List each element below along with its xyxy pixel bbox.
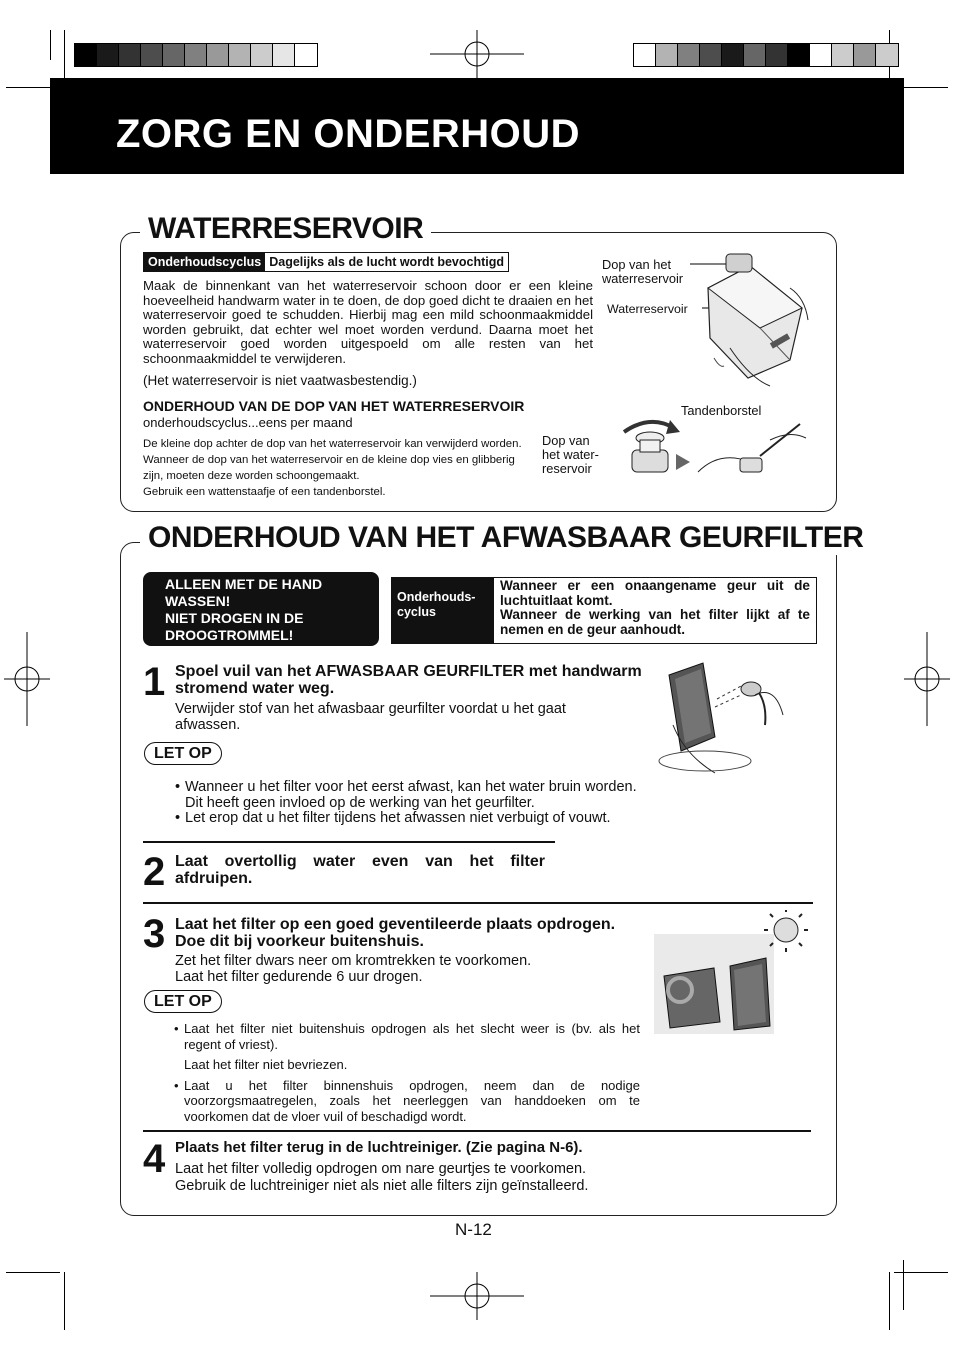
registration-mark-icon: [430, 1272, 524, 1320]
crop-mark: [50, 30, 51, 60]
color-swatch: [75, 44, 97, 66]
bullet-item: • Laat u het filter binnenshuis opdrogen, neem dan de nodige voorzorgsmaatregelen, zoals het neerleggen van handdoeken om te voorkomen dat de vloer vuil of beschadigd wordt.: [174, 1078, 640, 1125]
color-swatch: [634, 44, 656, 66]
crop-mark: [889, 1272, 890, 1330]
geurfilter-title: ONDERHOUD VAN HET AFWASBAAR GEURFILTER: [140, 521, 871, 555]
step-text: Gebruik de luchtreiniger niet als niet alle filters zijn geïnstalleerd.: [175, 1178, 589, 1194]
filter-drying-illustration: [650, 910, 820, 1036]
waterreservoir-note: (Het waterreservoir is niet vaatwasbestendig.): [143, 373, 417, 388]
sun-icon: [764, 910, 808, 952]
water-tank-illustration: [690, 248, 820, 388]
step-number: 1: [143, 660, 166, 704]
cycle-line: Wanneer de werking van het filter lijkt af te nemen en de geur aanhoudt.: [500, 607, 810, 637]
cap-title: ONDERHOUD VAN DE DOP VAN HET WATERRESERVOIR: [143, 398, 525, 414]
cycle-table: [391, 577, 817, 644]
color-swatch: [119, 44, 141, 66]
divider: [143, 1130, 811, 1132]
registration-mark-icon: [4, 632, 50, 726]
divider: [143, 841, 555, 843]
color-swatch: [229, 44, 251, 66]
cycle-text: [494, 578, 816, 643]
cap-cleaning-illustration: [610, 410, 810, 500]
step-number: 2: [143, 850, 166, 894]
color-swatch: [295, 44, 317, 66]
filter-washing-illustration: [655, 655, 790, 775]
cap-line: De kleine dop achter de dop van het waterreservoir kan verwijderd worden.: [143, 438, 522, 450]
color-swatch: [678, 44, 700, 66]
color-bar-left: [74, 43, 318, 67]
color-swatch: [810, 44, 832, 66]
color-swatch: [141, 44, 163, 66]
step-title: Laat het filter op een goed geventileerde plaats opdrogen. Doe dit bij voorkeur buitenshuis.: [175, 916, 616, 950]
divider: [143, 902, 813, 904]
step3-bullets: [174, 1021, 640, 1129]
step-text: Laat het filter gedurende 6 uur drogen.: [175, 969, 423, 985]
color-swatch: [854, 44, 876, 66]
waterreservoir-body: Maak de binnenkant van het waterreservoir schoon door er een kleine hoeveelheid handwarm water in te doen, de dop goed dicht te draaien en het waterreservoir goed te schudden. Hierbij mag een mild schoonmaakmiddel worden gebruikt, dat echter wel moet worden verdund. Daarna moet het waterreservoir goed worden uitgespoeld om alle resten van het schoonmaakmiddel te verwijderen.: [143, 278, 593, 366]
crop-mark: [6, 1272, 60, 1273]
color-swatch: [744, 44, 766, 66]
step-text: Verwijder stof van het afwasbaar geurfilter voordat u het gaat afwassen.: [175, 701, 566, 733]
label-dop2: Dop van het water-reservoir: [542, 433, 599, 476]
crop-mark: [64, 1272, 65, 1330]
letop-badge: LET OP: [144, 990, 222, 1013]
cycle-label: Onderhouds-cyclus: [392, 578, 494, 643]
color-swatch: [273, 44, 295, 66]
warning-line: WASSEN!: [165, 593, 231, 609]
cap-cycle: onderhoudscyclus...eens per maand: [143, 415, 353, 430]
registration-mark-icon: [904, 632, 950, 726]
color-swatch: [185, 44, 207, 66]
label-reservoir: Waterreservoir: [607, 302, 688, 316]
step-text: Zet het filter dwars neer om kromtrekken te voorkomen.: [175, 953, 532, 969]
cap-instructions: [143, 436, 533, 500]
step-number: 3: [143, 912, 166, 956]
color-swatch: [832, 44, 854, 66]
color-swatch: [97, 44, 119, 66]
page-title: ZORG EN ONDERHOUD: [116, 112, 581, 156]
color-swatch: [207, 44, 229, 66]
cycle-box: [143, 252, 509, 272]
bullet-item: • Let erop dat u het filter tijdens het afwassen niet verbuigt of vouwt.: [175, 811, 655, 827]
bullet-item: • Wanneer u het filter voor het eerst afwast, kan het water bruin worden. Dit heeft geen invloed op de werking van het geurfilter.: [175, 780, 655, 811]
color-swatch: [766, 44, 788, 66]
color-swatch: [788, 44, 810, 66]
step-title: Spoel vuil van het AFWASBAAR GEURFILTER met handwarm stromend water weg.: [175, 663, 642, 697]
color-swatch: [700, 44, 722, 66]
bullet-item: • Laat het filter niet buitenshuis opdrogen als het slecht weer is (bv. als het regent of vriest).: [174, 1021, 640, 1052]
color-swatch: [251, 44, 273, 66]
cycle-line: Wanneer er een onaangename geur uit de luchtuitlaat komt.: [500, 578, 810, 608]
warning-box: [143, 572, 379, 646]
page-header: [50, 78, 904, 174]
color-swatch: [656, 44, 678, 66]
label-tandenborstel: Tandenborstel: [681, 403, 762, 418]
page-number: N-12: [455, 1220, 492, 1239]
warning-line: ALLEEN MET DE HAND: [165, 576, 323, 592]
color-swatch: [876, 44, 898, 66]
cap-line: Wanneer de dop van het waterreservoir en de kleine dop vies en glibberig zijn, moeten deze worden schoongemaakt.: [143, 454, 515, 482]
waterreservoir-title: WATERRESERVOIR: [140, 212, 431, 246]
step-text: Laat het filter volledig opdrogen om nare geurtjes te voorkomen.: [175, 1161, 587, 1177]
color-swatch: [722, 44, 744, 66]
letop-badge: LET OP: [144, 742, 222, 765]
color-bar-right: [633, 43, 899, 67]
step1-bullets: [175, 780, 655, 827]
cycle-label: Onderhoudscyclus: [144, 253, 265, 271]
cap-line: Gebruik een wattenstaafje of een tandenborstel.: [143, 486, 386, 498]
color-swatch: [163, 44, 185, 66]
step-number: 4: [143, 1137, 166, 1181]
warning-line: DROOGTROMMEL!: [165, 627, 294, 643]
step-title: Plaats het filter terug in de luchtreiniger. (Zie pagina N-6).: [175, 1139, 583, 1156]
bullet-item: Laat het filter niet bevriezen.: [184, 1057, 348, 1072]
cycle-value: Dagelijks als de lucht wordt bevochtigd: [269, 255, 504, 269]
registration-mark-icon: [430, 30, 524, 78]
label-dop: Dop van het waterreservoir: [602, 257, 684, 286]
crop-mark: [903, 1260, 904, 1310]
warning-line: NIET DROGEN IN DE: [165, 610, 304, 626]
step-title: Laat overtollig water even van het filter afdruipen.: [175, 853, 545, 887]
